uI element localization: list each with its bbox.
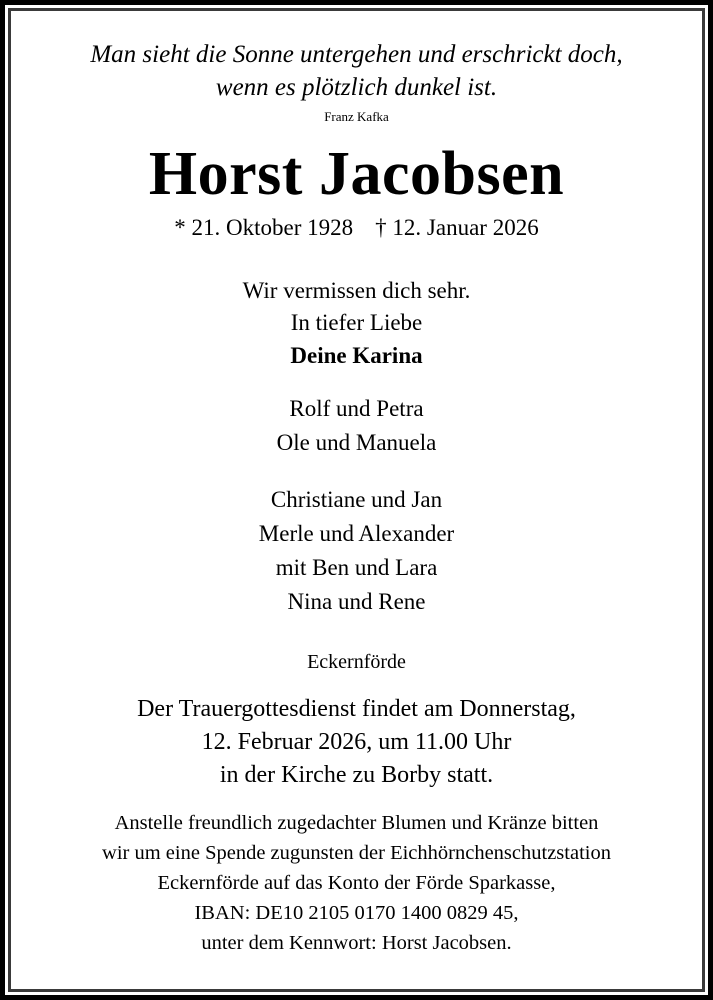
donation-line-3: Eckernförde auf das Konto der Förde Sparkasse, xyxy=(157,872,556,894)
family-line: Merle und Alexander xyxy=(258,521,455,546)
donation-line-2: wir um eine Spende zugunsten der Eichhörnchenschutzstation xyxy=(102,842,611,864)
family-line: Ole und Manuela xyxy=(276,430,437,455)
iban-line: IBAN: DE10 2105 0170 1400 0829 45, xyxy=(194,902,519,924)
deceased-name: Horst Jacobsen xyxy=(148,140,565,208)
spouse-name: Deine Karina xyxy=(290,343,423,368)
quote-author: Franz Kafka xyxy=(324,109,389,124)
family-line: Christiane und Jan xyxy=(270,487,443,512)
family-line: Nina und Rene xyxy=(287,589,426,614)
quote-line-1: Man sieht die Sonne untergehen und erschrickt doch, xyxy=(90,41,623,68)
birth-date: * 21. Oktober 1928 xyxy=(174,215,354,240)
donation-keyword-line: unter dem Kennwort: Horst Jacobsen. xyxy=(201,932,512,954)
death-date: † 12. Januar 2026 xyxy=(375,215,539,240)
service-line-3: in der Kirche zu Borby statt. xyxy=(219,762,494,788)
family-line: Rolf und Petra xyxy=(289,396,424,421)
intro-line-2: In tiefer Liebe xyxy=(290,310,423,335)
obituary-notice xyxy=(11,11,702,989)
intro-line-1: Wir vermissen dich sehr. xyxy=(242,278,471,303)
place-name: Eckernförde xyxy=(307,651,406,673)
quote-line-2: wenn es plötzlich dunkel ist. xyxy=(215,74,498,101)
family-line: mit Ben und Lara xyxy=(275,555,438,580)
service-line-1: Der Trauergottesdienst findet am Donnerstag, xyxy=(137,696,576,722)
service-line-2: 12. Februar 2026, um 11.00 Uhr xyxy=(201,729,512,755)
life-dates xyxy=(11,214,702,242)
donation-line-1: Anstelle freundlich zugedachter Blumen und Kränze bitten xyxy=(114,812,599,834)
